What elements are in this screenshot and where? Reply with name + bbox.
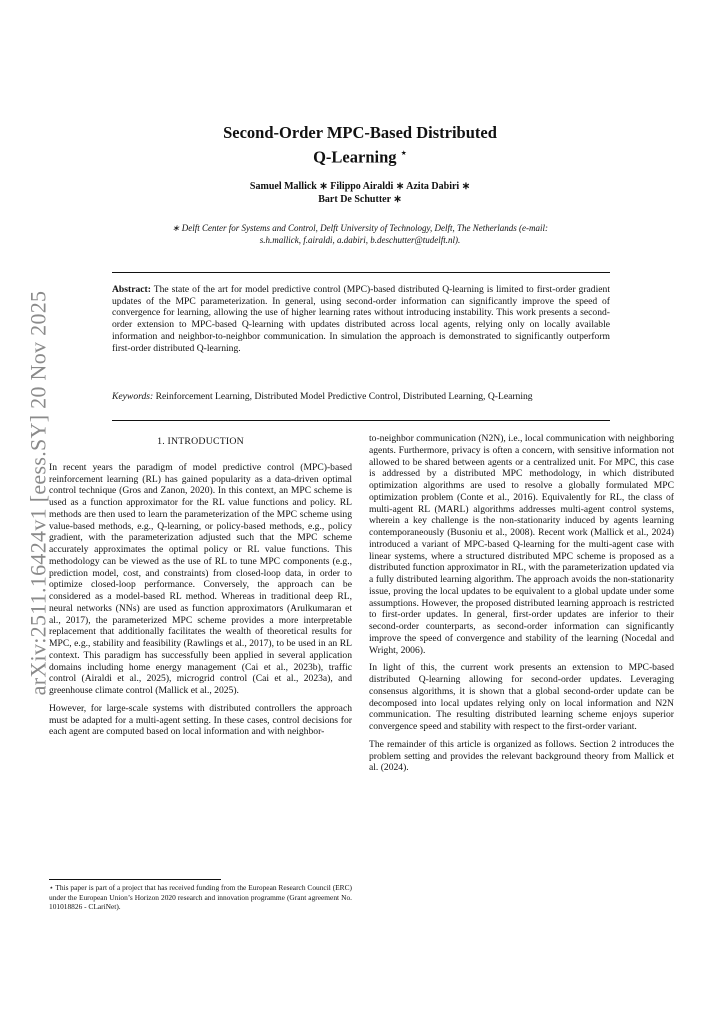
title-footnote-mark: ⋆ xyxy=(400,148,407,159)
keywords xyxy=(112,391,610,403)
left-column xyxy=(49,436,352,744)
footnote-rule xyxy=(49,879,221,880)
abstract xyxy=(112,284,610,354)
authors-line-2: Bart De Schutter ∗ xyxy=(318,194,402,205)
arxiv-identifier: arXiv:2511.16424v1 [eess.SY] 20 Nov 2025 xyxy=(25,290,51,695)
right-column xyxy=(369,433,674,780)
intro-paragraph-5: The remainder of this article is organized as follows. Section 2 introduces the problem setting and provides the relevant background theory from Mallick et al. (2024). xyxy=(369,738,674,774)
intro-paragraph-2: However, for large-scale systems with distributed controllers the approach must be adapted for a multi-agent setting. In these cases, control decisions for each agent are computed based on local information and with neighbor- xyxy=(49,702,352,738)
keywords-bottom-rule xyxy=(112,420,610,421)
authors-line-1: Samuel Mallick ∗ Filippo Airaldi ∗ Azita Dabiri ∗ xyxy=(249,181,471,192)
intro-paragraph-1: In recent years the paradigm of model predictive control (MPC)-based reinforcement learning (RL) has gained popularity as a data-driven optimal control technique (Gros and Zanon, 2020). In this context, an MPC scheme is used as a function approximator for the RL value functions and policy. RL methods are then used to learn the parameterization of the MPC scheme using value-based methods, e.g., Q-learning, or policy-based methods, e.g., policy gradient, with the parameterization adjusted such that the MPC scheme accurately approximates the optimal policy or RL value functions. This methodology can be viewed as the use of RL to tune MPC components (e.g., prediction model, cost, and constraints) from closed-loop data, in order to optimize closed-loop performance. Conversely, the approach can be considered as a model-based RL method. Whereas in traditional deep RL, neural networks (NNs) are used as function approximators (Arulkumaran et al., 2017), the parameterized MPC scheme provides a more interpretable replacement that additionally facilitates the wealth of theoretical results for MPC, e.g., stability and feasibility (Rawlings et al., 2017), to be used in an RL context. This paradigm has successfully been applied in several application domains including home energy management (Cai et al., 2023b), traffic control (Airaldi et al., 2025), microgrid control (Cai et al., 2023a), and greenhouse climate control (Mallick et al., 2025). xyxy=(49,461,352,696)
intro-paragraph-3: to-neighbor communication (N2N), i.e., local communication with neighboring agents. Furthermore, privacy is often a concern, with sensitive information not allowed to be shared between agents or a centralized unit. For MPC, this case is addressed by a distributed MPC methodology, in which distributed optimization algorithms are used to resolve a globally formulated MPC optimization problem (Conte et al., 2016). Equivalently for RL, the class of multi-agent RL (MARL) algorithms addresses multi-agent control systems, wherein a key challenge is the non-stationarity induced by agents learning contemporaneously (Busoniu et al., 2008). Recent work (Mallick et al., 2024) introduced a variant of MPC-based Q-learning for the multi-agent case with linear systems, where a structured distributed MPC scheme is proposed as a distributed function approximator in RL, with the parameterization updated via a fully distributed learning algorithm. The approach avoids the non-stationarity issue, proving the local updates to be equivalent to a global update under some assumptions. However, the proposed distributed learning approach is restricted to first-order updates. In general, first-order updates are inferior to their second-order counterparts, as second-order information can significantly improve the speed of convergence and stability of the learning (Nocedal and Wright, 2006). xyxy=(369,433,674,656)
title-line-2: Q-Learning xyxy=(313,147,397,167)
title-line-1: Second-Order MPC-Based Distributed xyxy=(223,123,497,142)
abstract-top-rule xyxy=(112,272,610,273)
author-list xyxy=(150,180,570,206)
abstract-text: The state of the art for model predictive control (MPC)-based distributed Q-learning is limited to first-order gradient updates of the MPC parameterization. In general, using second-order information can significantly improve the speed of convergence for learning, allowing the use of higher learning rates without introducing instability. This work presents a second-order extension to MPC-based Q-learning with updates distributed across local agents, relying only on locally available information and neighbor-to-neighbor communication. In simulation the approach is demonstrated to significantly outperform first-order distributed Q-learning. xyxy=(112,284,610,354)
section-heading-introduction: 1. INTRODUCTION xyxy=(157,436,244,447)
funding-footnote: ⋆ This paper is part of a project that has received funding from the European Research Council (ERC) under the European Union’s Horizon 2020 research and innovation programme (Grant agreement No. 101018826 - CLariNet). xyxy=(49,883,352,911)
intro-paragraph-4: In light of this, the current work presents an extension to MPC-based distributed Q-learning allowing for second-order updates. Leveraging consensus algorithms, it is shown that a global second-order update can be decomposed into local updates relying only on local information and N2N communication. The resulting distributed learning scheme enjoys superior convergence speed and stability with respect to the first-order variant. xyxy=(369,662,674,732)
keywords-text: Reinforcement Learning, Distributed Model Predictive Control, Distributed Learning, Q-Learning xyxy=(153,391,533,402)
paper-title xyxy=(150,122,570,168)
abstract-label: Abstract: xyxy=(112,284,151,295)
affiliation: ∗ Delft Center for Systems and Control, Delft University of Technology, Delft, The Netherlands (e-mail: s.h.mallick, f.airaldi, a.dabiri, b.deschutter@tudelft.nl). xyxy=(171,223,549,245)
keywords-label: Keywords: xyxy=(112,391,154,402)
